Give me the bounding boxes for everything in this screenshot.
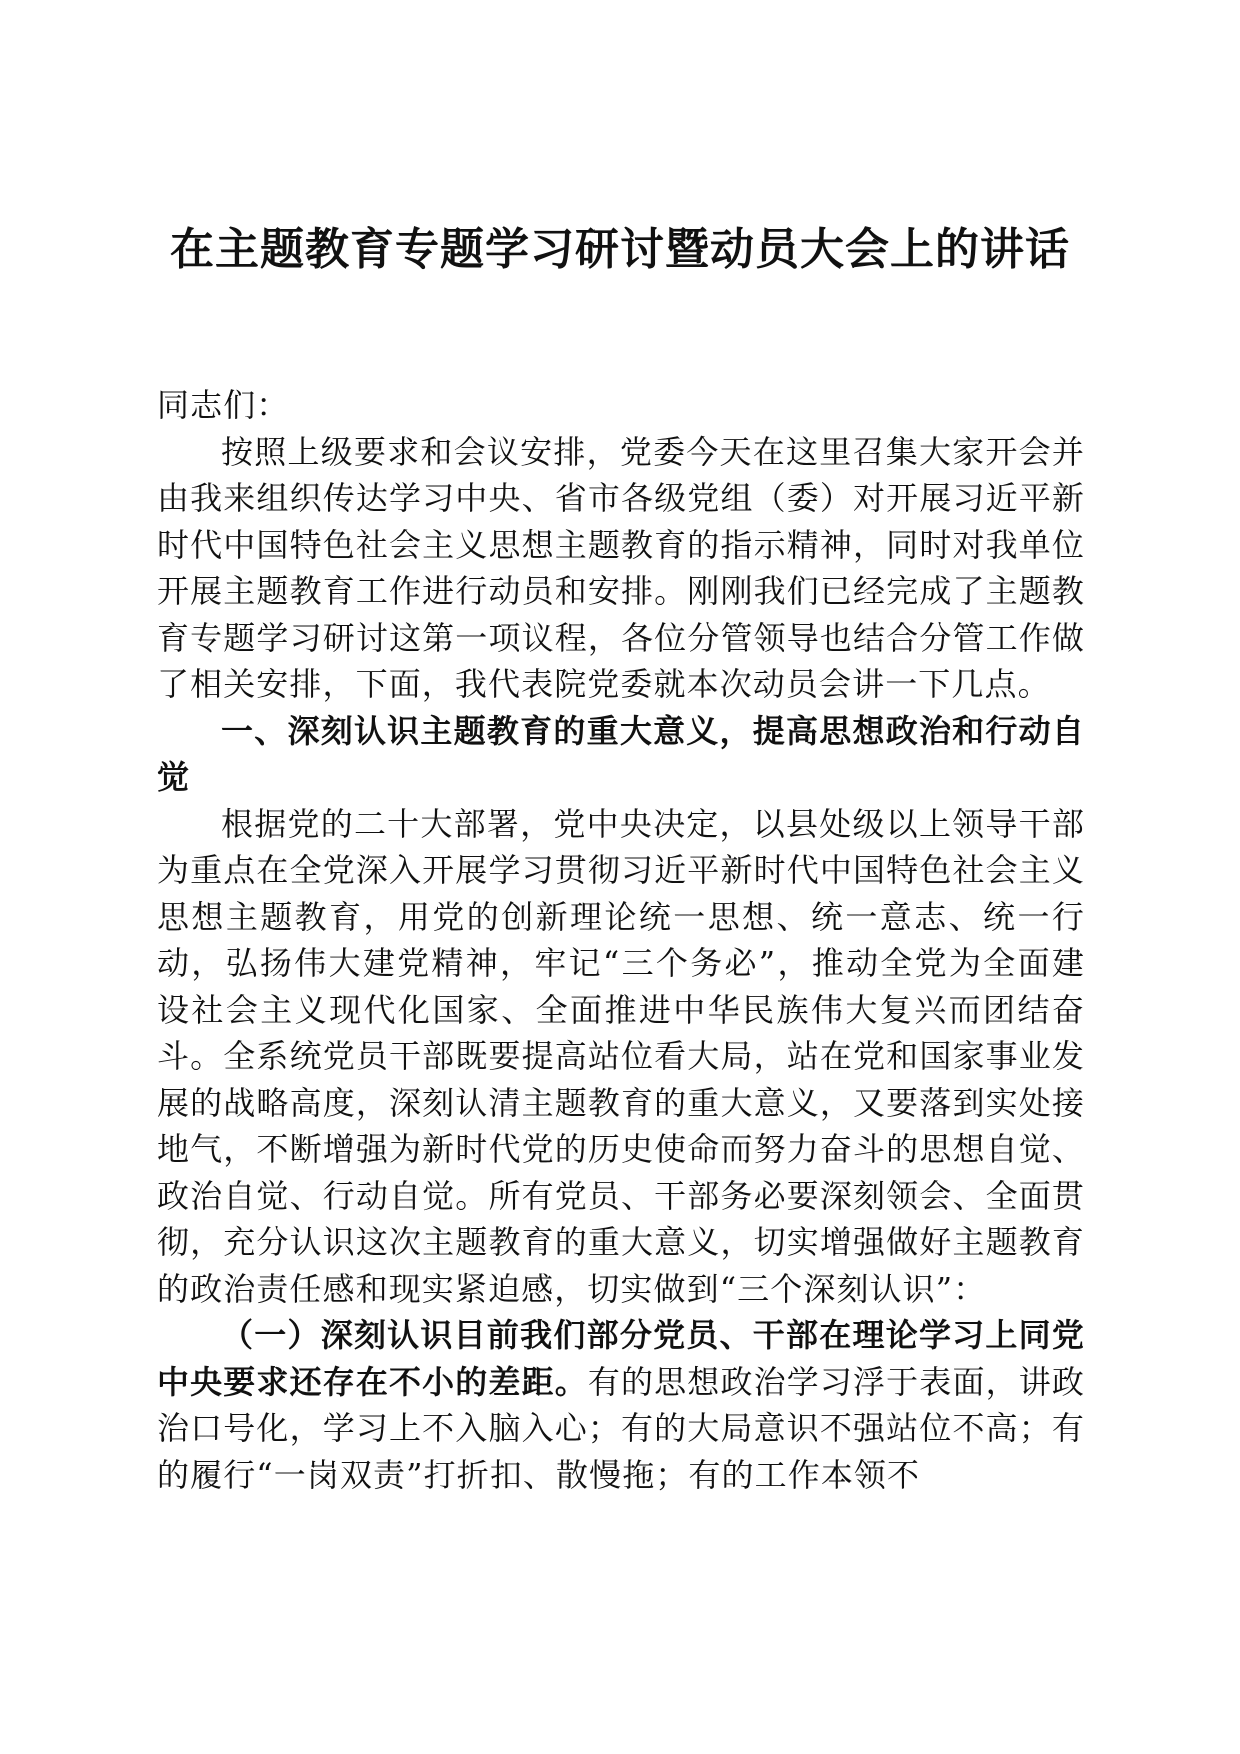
subsection-1-body: 有的思想政治学习浮于表面，讲政治口号化，学习上不入脑入心；有的大局意识不强站位不高；有的履行“一岗双责”打折扣、散慢拖；有的工作本领不 (157, 1362, 1085, 1494)
subsection-1-lead: （一）深刻认识目前我们部分党员、干部在理论学习上同党中央要求还存在不小的差距。 (157, 1316, 1085, 1401)
section-1-paragraph: 根据党的二十大部署，党中央决定，以县处级以上领导干部为重点在全党深入开展学习贯彻习近平新时代中国特色社会主义思想主题教育，用党的创新理论统一思想、统一意志、统一行动，弘扬伟大建党精神，牢记“三个务必”，推动全党为全面建设社会主义现代化国家、全面推进中华民族伟大复兴而团结奋斗。全系统党员干部既要提高站位看大局，站在党和国家事业发展的战略高度，深刻认清主题教育的重大意义，又要落到实处接地气，不断增强为新时代党的历史使命而努力奋斗的思想自觉、政治自觉、行动自觉。所有党员、干部务必要深刻领会、全面贯彻，充分认识这次主题教育的重大意义，切实增强做好主题教育的政治责任感和现实紧迫感，切实做到“三个深刻认识”： (157, 804, 1085, 1308)
salutation: 同志们： (157, 386, 290, 424)
document-title: 在主题教育专题学习研讨暨动员大会上的讲话 (170, 224, 1070, 275)
document-body (157, 382, 1085, 1498)
intro-paragraph: 按照上级要求和会议安排，党委今天在这里召集大家开会并由我来组织传达学习中央、省市各级党组（委）对开展习近平新时代中国特色社会主义思想主题教育的指示精神，同时对我单位开展主题教育工作进行动员和安排。刚刚我们已经完成了主题教育专题学习研讨这第一项议程，各位分管领导也结合分管工作做了相关安排，下面，我代表院党委就本次动员会讲一下几点。 (157, 432, 1085, 703)
subsection-1-paragraph (157, 1312, 1085, 1498)
section-heading-1: 一、深刻认识主题教育的重大意义，提高思想政治和行动自觉 (157, 711, 1085, 796)
